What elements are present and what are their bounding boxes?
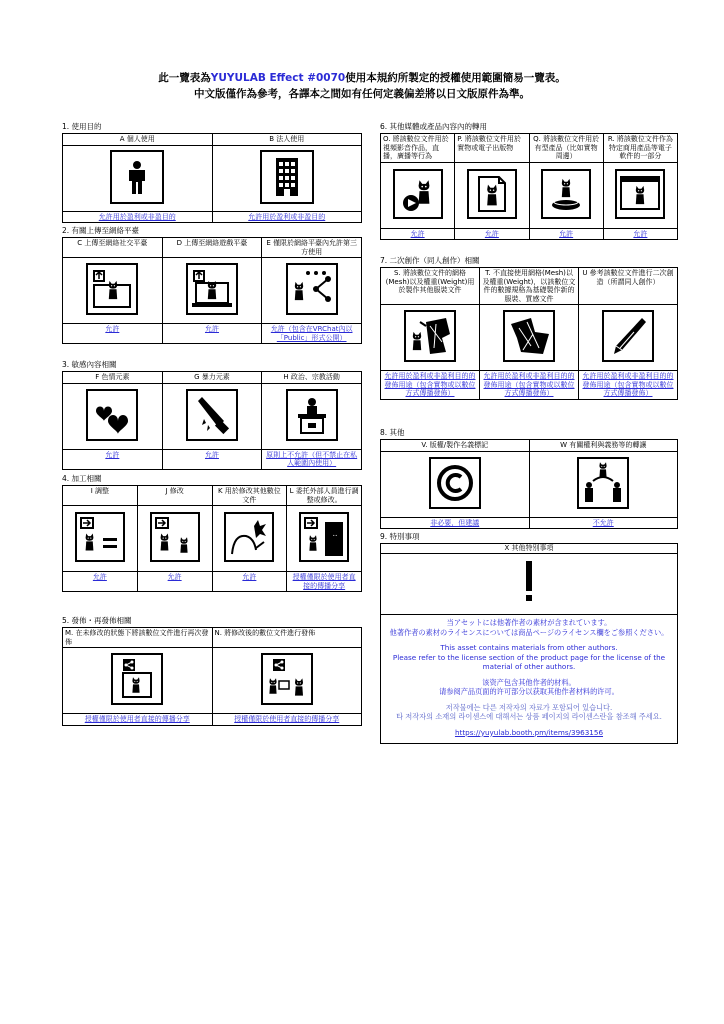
note-ja-2: 他著作者の素材のライセンスについては商品ページのライセンス欄をご参照ください。 xyxy=(389,627,669,637)
note-en-2: Please refer to the license section of the product page for the license of the material of other authors. xyxy=(392,652,666,671)
publication-icon xyxy=(467,169,517,219)
item-label-n: N. 將修改後的數位文件進行發佈 xyxy=(212,628,362,648)
perm-u: 允許用於盈利或非盈利目的的發佈用途（包含實物或以數位方式傳播發佈） xyxy=(579,371,678,400)
item-label-m: M. 在未修改的狀態下將該數位文件進行再次發佈 xyxy=(63,628,213,648)
perm-b: 允許用於盈利或非盈目的 xyxy=(212,211,362,223)
pen-icon xyxy=(602,310,654,362)
perm-l: 授權僅限於使用者直接的傳播分享 xyxy=(287,572,362,592)
item-label-w: W 有關權利與義務等的轉讓 xyxy=(529,440,678,452)
item-label-o: O. 將該數位文件用於視頻影音作品，直播，廣播等行為 xyxy=(381,134,455,163)
section-title: 9. 特別事項 xyxy=(380,532,420,541)
special-notes xyxy=(381,614,677,743)
perm-p: 允許 xyxy=(455,228,529,240)
section-title: 1. 使用目的 xyxy=(62,122,102,131)
section-derivative xyxy=(380,256,678,400)
upload-game-icon xyxy=(186,263,238,315)
item-label-g: G 暴力元素 xyxy=(162,372,262,384)
item-label-c: C 上傳至網絡社交平臺 xyxy=(63,238,163,258)
perm-g: 允許 xyxy=(162,449,262,469)
modify-other-icon xyxy=(224,512,274,562)
mesh-clothes-icon xyxy=(404,310,456,362)
perm-c: 允許 xyxy=(63,324,163,344)
software-icon xyxy=(615,169,665,219)
perm-t: 允許用於盈利或非盈利目的的發佈用途（包含實物或以數位方式傳播發佈） xyxy=(480,371,579,400)
modify-icon xyxy=(150,512,200,562)
item-label-d: D 上傳至網絡遊戲平臺 xyxy=(162,238,262,258)
share-third-party-icon xyxy=(286,263,338,315)
item-label-j: J 修改 xyxy=(137,486,212,506)
copyright-icon xyxy=(429,457,481,509)
adjust-icon xyxy=(75,512,125,562)
section-upload xyxy=(62,226,362,344)
perm-q: 允許 xyxy=(529,228,603,240)
section-title: 7. 二次創作（同人創作）相關 xyxy=(380,256,480,265)
distribute-modified-icon xyxy=(261,653,313,705)
note-en-1: This asset contains materials from other authors. xyxy=(440,643,618,652)
perm-e: 允許（包含在VRChat內以「Public」形式公開） xyxy=(262,324,362,344)
perm-s: 允許用於盈利或非盈利目的的發佈用途（包含實物或以數位方式傳播發佈） xyxy=(381,371,480,400)
item-label-k: K 用於修改其他數位文件 xyxy=(212,486,287,506)
item-label-r: R. 將該數位文件作為特定商用產品等電子軟件的一部分 xyxy=(603,134,677,163)
perm-r: 允許 xyxy=(603,228,677,240)
section-title: 5. 發佈・再發佈相關 xyxy=(62,616,132,625)
item-label-v: V. 版權/製作名義標記 xyxy=(381,440,530,452)
building-icon xyxy=(260,150,314,204)
perm-a: 允許用於盈利或非盈目的 xyxy=(63,211,213,223)
upload-table xyxy=(62,237,362,344)
item-label-a: A 個人使用 xyxy=(63,134,213,146)
transfer-icon xyxy=(577,457,629,509)
media-table xyxy=(380,133,678,240)
note-kr-2: 타 저작자의 소재의 라이센스에 대해서는 상품 페이지의 라이센스란을 참조해 주세요. xyxy=(396,712,662,721)
document-header xyxy=(0,70,724,102)
section-title: 2. 有關上傳至網絡平臺 xyxy=(62,226,140,235)
perm-o: 允許 xyxy=(381,228,455,240)
usage-table xyxy=(62,133,362,223)
item-label-l: L 委托外部人員進行調整或修改。 xyxy=(287,486,362,506)
header-line-1: 此一覽表為YUYULAB Effect #0070使用本規約所製定的授權使用範圍簡易一覽表。 xyxy=(158,72,566,84)
exclamation-icon xyxy=(519,557,539,611)
brand-name: YUYULAB Effect #0070 xyxy=(210,72,346,84)
item-label-u: U 參考該數位文件進行二次創造（所謂同人創作） xyxy=(579,268,678,305)
processing-table xyxy=(62,485,362,592)
item-label-x: X 其他特別事項 xyxy=(381,544,677,554)
product-icon xyxy=(541,169,591,219)
perm-i: 允許 xyxy=(63,572,138,592)
header-line-2: 中文版僅作為參考，各譯本之間如有任何定義偏差將以日文版原件為準。 xyxy=(194,88,530,100)
redistribute-icon xyxy=(111,653,163,705)
note-zh-2: 请参阅产品页面的许可部分以获取其他作者材料的许可。 xyxy=(439,687,619,696)
new-clothes-icon xyxy=(503,310,555,362)
distribution-table xyxy=(62,627,362,726)
knife-icon xyxy=(186,389,238,441)
section-other xyxy=(380,428,678,529)
item-label-h: H 政治、宗教活動 xyxy=(262,372,362,384)
section-media-reuse xyxy=(380,122,678,240)
perm-m: 授權僅限於使用者直接的傳播分享 xyxy=(63,714,213,726)
section-title: 4. 加工相關 xyxy=(62,474,102,483)
item-label-t: T. 不直接使用網格(Mesh)以及權重(Weight)，以該數位文件的數據規格為基礎製作新的服裝、質感文件 xyxy=(480,268,579,305)
section-sensitive xyxy=(62,360,362,470)
section-title: 8. 其他 xyxy=(380,428,405,437)
other-table xyxy=(380,439,678,529)
item-label-e: E 僅限於網絡平臺內允許第三方使用 xyxy=(262,238,362,258)
product-url-link[interactable]: https://yuyulab.booth.pm/items/3963156 xyxy=(454,727,604,737)
podium-icon xyxy=(286,389,338,441)
item-label-p: P. 將該數位文件用於實物或電子出版物 xyxy=(455,134,529,163)
section-distribution xyxy=(62,616,362,726)
item-label-b: B 法人使用 xyxy=(212,134,362,146)
perm-f: 允許 xyxy=(63,449,163,469)
perm-n: 授權僅限於使用者直接的傳播分享 xyxy=(212,714,362,726)
outsource-icon xyxy=(299,512,349,562)
perm-k: 允許 xyxy=(212,572,287,592)
perm-j: 允許 xyxy=(137,572,212,592)
item-label-i: I 調整 xyxy=(63,486,138,506)
video-icon xyxy=(393,169,443,219)
hearts-icon xyxy=(86,389,138,441)
person-icon xyxy=(110,150,164,204)
section-usage-purpose xyxy=(62,122,362,223)
item-label-q: Q. 將該數位文件用於有型產品（比如實物周邊） xyxy=(529,134,603,163)
note-zh-1: 该资产包含其他作者的材料。 xyxy=(482,677,576,687)
item-label-f: F 色情元素 xyxy=(63,372,163,384)
section-title: 6. 其他媒體或產品內容內的轉用 xyxy=(380,122,488,131)
item-label-s: S. 將該數位文件的網格(Mesh)以及權重(Weight)用於製作其他服裝文件 xyxy=(381,268,480,305)
perm-w: 不允許 xyxy=(529,517,678,529)
section-special xyxy=(380,532,678,744)
note-ja-1: 当アセットには他著作者の素材が含まれています。 xyxy=(446,618,612,627)
perm-d: 允許 xyxy=(162,324,262,344)
derivative-table xyxy=(380,267,678,400)
perm-h: 原則上不允許（但不禁止在私人範圍內使用） xyxy=(262,449,362,469)
perm-v: 非必要，但建議 xyxy=(381,517,530,529)
special-box xyxy=(380,543,678,744)
section-processing xyxy=(62,474,362,592)
upload-social-icon xyxy=(86,263,138,315)
sensitive-table xyxy=(62,371,362,470)
note-kr-1: 저작물에는 다른 저작자의 자료가 포함되어 있습니다. xyxy=(445,702,613,712)
section-title: 3. 敏感內容相關 xyxy=(62,360,117,369)
